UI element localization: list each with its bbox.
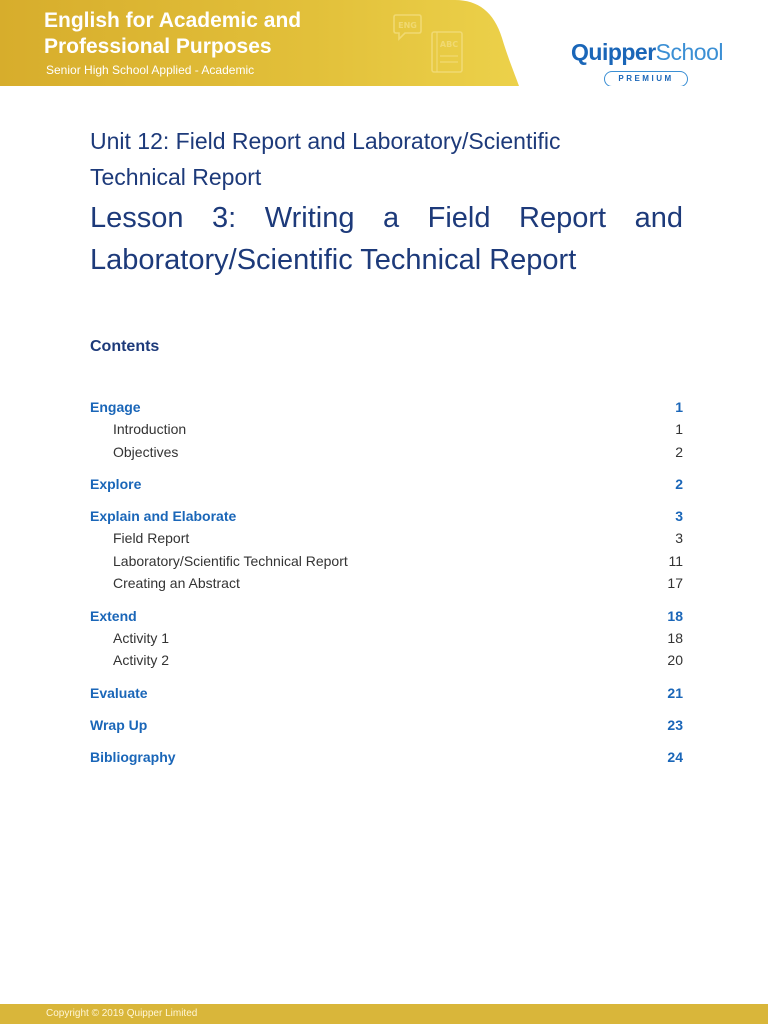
toc-label: Evaluate [90, 684, 148, 701]
toc-item-extend[interactable] [90, 605, 683, 627]
toc-page: 1 [675, 421, 683, 437]
toc-label: Laboratory/Scientific Technical Report [113, 552, 348, 569]
toc-item-field-report[interactable] [90, 527, 683, 550]
unit-title: Unit 12: Field Report and Laboratory/Scientific Technical Report [90, 128, 561, 190]
logo-school-text: School [655, 39, 723, 65]
toc-label: Explore [90, 476, 142, 492]
abc-label: ABC [439, 40, 459, 49]
toc-item-explore[interactable] [90, 473, 683, 495]
premium-badge: PREMIUM [604, 71, 688, 86]
toc-item-evaluate[interactable] [90, 682, 683, 704]
toc-label: Introduction [113, 421, 187, 437]
toc-item-creating-an-abstract[interactable] [90, 572, 683, 595]
toc-page: 2 [675, 476, 683, 492]
toc-page: 24 [667, 748, 683, 765]
toc-page: 21 [667, 684, 683, 701]
toc-label: Field Report [113, 530, 190, 546]
copyright-text: Copyright © 2019 Quipper Limited [46, 1008, 198, 1019]
speech-bubble-icon [392, 12, 424, 42]
toc-page: 20 [667, 652, 683, 668]
logo-quipper-text: Quipper [571, 39, 656, 65]
table-of-contents [90, 396, 683, 768]
toc-label: Objectives [113, 443, 179, 460]
toc-page: 3 [675, 530, 683, 546]
logo-wordmark [571, 38, 723, 66]
toc-item-activity-2[interactable] [90, 649, 683, 672]
toc-item-wrap-up[interactable] [90, 714, 683, 736]
toc-item-engage[interactable] [90, 396, 683, 418]
lesson-title: Lesson 3: Writing a Field Report and Laboratory/Scientific Technical Report [90, 202, 683, 276]
toc-item-introduction[interactable] [90, 418, 683, 441]
toc-item-objectives[interactable] [90, 441, 683, 464]
toc-label: Wrap Up [90, 716, 148, 733]
toc-item-lab-report[interactable] [90, 550, 683, 573]
toc-page: 23 [667, 716, 683, 733]
toc-item-explain-and-elaborate[interactable] [90, 505, 683, 527]
course-subtitle: Senior High School Applied - Academic [46, 63, 255, 77]
toc-page: 3 [675, 508, 683, 524]
toc-item-activity-1[interactable] [90, 627, 683, 650]
quipper-school-logo[interactable] [571, 38, 731, 86]
page-header [0, 0, 768, 86]
toc-label: Activity 1 [113, 629, 170, 646]
toc-item-bibliography[interactable] [90, 746, 683, 768]
eng-label: ENG [398, 21, 417, 30]
page-footer [0, 1004, 768, 1024]
toc-label: Engage [90, 399, 141, 415]
toc-label: Extend [90, 607, 137, 624]
toc-page: 17 [667, 575, 683, 591]
notebook-icon [428, 28, 468, 78]
contents-heading: Contents [90, 338, 160, 355]
toc-label: Creating an Abstract [113, 575, 240, 591]
toc-page: 11 [668, 552, 683, 569]
toc-label: Explain and Elaborate [90, 508, 237, 524]
course-title: English for Academic and Professional Purposes [44, 9, 302, 58]
toc-page: 1 [675, 399, 683, 415]
toc-page: 2 [675, 443, 683, 460]
toc-label: Bibliography [90, 748, 176, 765]
toc-label: Activity 2 [113, 652, 170, 668]
toc-page: 18 [667, 607, 683, 624]
toc-page: 18 [667, 629, 683, 646]
